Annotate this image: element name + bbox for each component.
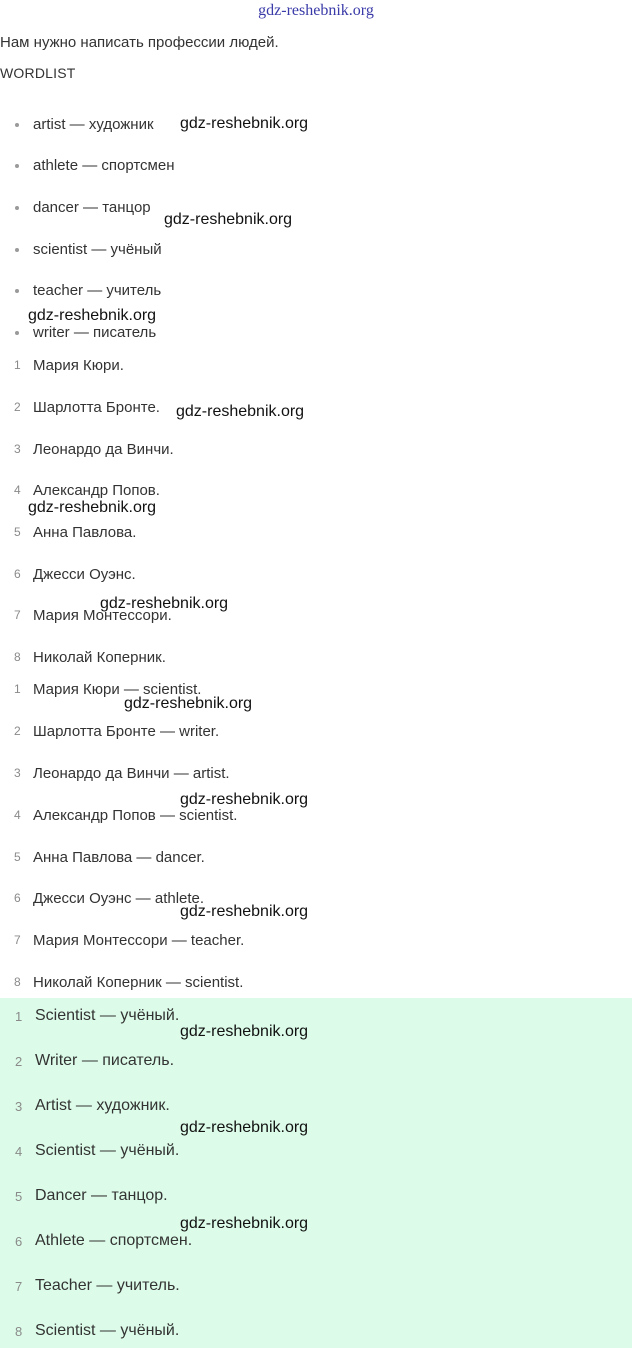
bullet-icon	[15, 248, 19, 252]
bullet-icon	[15, 331, 19, 335]
wordlist-item-text: writer — писатель	[33, 324, 157, 341]
row-number: 1	[14, 682, 21, 696]
watermark: gdz-reshebnik.org	[176, 403, 305, 420]
row-number: 2	[14, 724, 21, 738]
match-text: Леонардо да Винчи — artist.	[33, 765, 230, 782]
match-text: Мария Монтессори — teacher.	[33, 932, 245, 949]
wordlist-item-text: athlete — спортсмен	[33, 157, 175, 174]
answer-text: Writer — писатель.	[35, 1052, 175, 1069]
match-text: Николай Коперник — scientist.	[33, 974, 244, 991]
row-number: 7	[14, 608, 21, 622]
row-number: 8	[14, 975, 21, 989]
bullet-icon	[15, 206, 19, 210]
row-number: 5	[14, 850, 21, 864]
watermark: gdz-reshebnik.org	[180, 1119, 309, 1136]
answer-text: Athlete — спортсмен.	[35, 1232, 193, 1249]
bullet-icon	[15, 164, 19, 168]
row-number: 1	[15, 1009, 23, 1024]
answer-block	[0, 998, 632, 1348]
person-name: Джесси Оуэнс.	[33, 566, 136, 583]
wordlist-item-text: dancer — танцор	[33, 199, 151, 216]
wordlist-title: WORDLIST	[0, 65, 76, 81]
watermark: gdz-reshebnik.org	[180, 1023, 309, 1040]
person-name: Шарлотта Бронте.	[33, 399, 160, 416]
bullet-icon	[15, 123, 19, 127]
row-number: 6	[14, 567, 21, 581]
row-number: 7	[15, 1279, 23, 1294]
person-name: Александр Попов.	[33, 482, 160, 499]
row-number: 3	[14, 442, 21, 456]
row-number: 6	[14, 891, 21, 905]
row-number: 4	[15, 1144, 23, 1159]
match-text: Мария Кюри — scientist.	[33, 681, 202, 698]
match-text: Анна Павлова — dancer.	[33, 849, 205, 866]
person-name: Николай Коперник.	[33, 649, 166, 666]
row-number: 2	[15, 1054, 23, 1069]
row-number: 8	[14, 650, 21, 664]
row-number: 8	[15, 1324, 23, 1339]
person-name: Анна Павлова.	[33, 524, 137, 541]
watermark: gdz-reshebnik.org	[164, 211, 293, 228]
answer-text: Artist — художник.	[35, 1097, 170, 1114]
wordlist-item-text: teacher — учитель	[33, 282, 162, 299]
row-number: 2	[14, 400, 21, 414]
row-number: 5	[15, 1189, 23, 1204]
row-number: 4	[14, 808, 21, 822]
watermark: gdz-reshebnik.org	[100, 595, 229, 612]
person-name: Леонардо да Винчи.	[33, 441, 174, 458]
row-number: 6	[15, 1234, 23, 1249]
watermark: gdz-reshebnik.org	[124, 695, 253, 712]
bullet-icon	[15, 289, 19, 293]
watermark: gdz-reshebnik.org	[28, 307, 157, 324]
task-intro: Нам нужно написать профессии людей.	[0, 34, 279, 51]
watermark: gdz-reshebnik.org	[28, 499, 157, 516]
site-header-link[interactable]: gdz-reshebnik.org	[258, 2, 374, 19]
answer-text: Dancer — танцор.	[35, 1187, 168, 1204]
row-number: 3	[15, 1099, 23, 1114]
wordlist-item-text: scientist — учёный	[33, 241, 162, 258]
answer-text: Scientist — учёный.	[35, 1322, 180, 1339]
watermark: gdz-reshebnik.org	[180, 115, 309, 132]
wordlist-item-text: artist — художник	[33, 116, 154, 133]
row-number: 4	[14, 483, 21, 497]
person-name: Мария Монтессори.	[33, 607, 172, 624]
person-name: Мария Кюри.	[33, 357, 124, 374]
watermark: gdz-reshebnik.org	[180, 1215, 309, 1232]
answer-text: Scientist — учёный.	[35, 1007, 180, 1024]
match-text: Александр Попов — scientist.	[33, 807, 238, 824]
watermark: gdz-reshebnik.org	[180, 903, 309, 920]
row-number: 1	[14, 358, 21, 372]
row-number: 7	[14, 933, 21, 947]
row-number: 5	[14, 525, 21, 539]
answer-text: Scientist — учёный.	[35, 1142, 180, 1159]
row-number: 3	[14, 766, 21, 780]
match-text: Джесси Оуэнс — athlete.	[33, 890, 205, 907]
match-text: Шарлотта Бронте — writer.	[33, 723, 220, 740]
watermark: gdz-reshebnik.org	[180, 791, 309, 808]
answer-text: Teacher — учитель.	[35, 1277, 180, 1294]
